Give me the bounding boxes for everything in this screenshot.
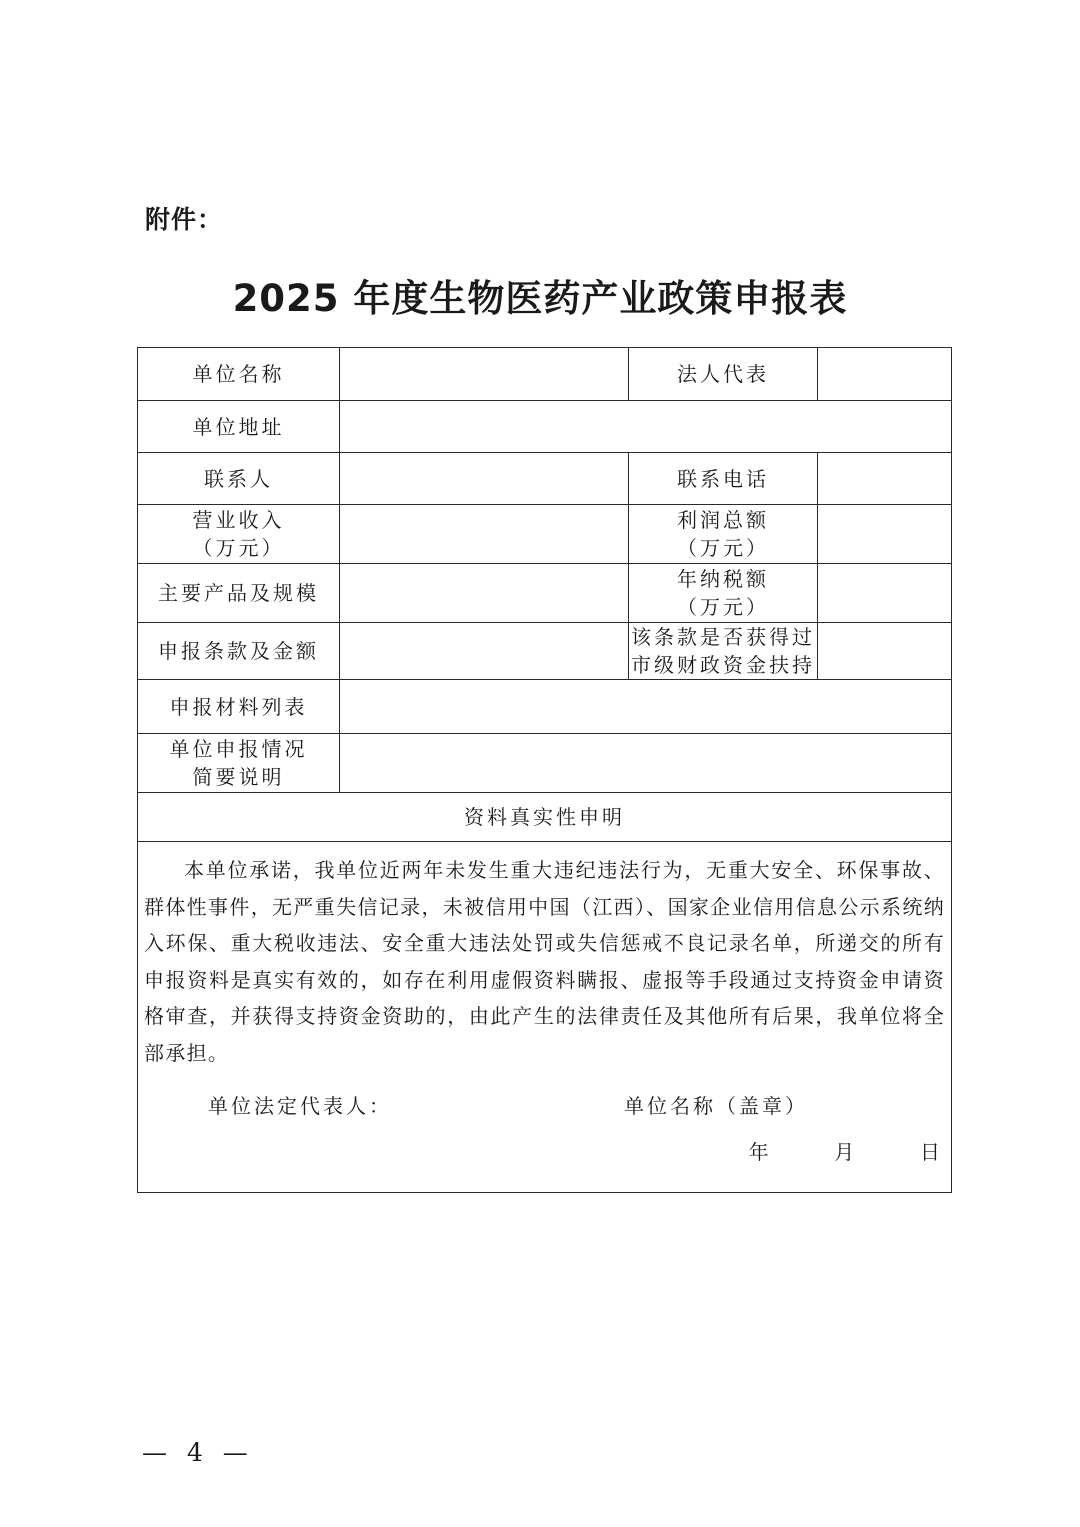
products-field[interactable] [340,564,629,623]
row-situation [138,734,952,793]
row-statement-heading [138,793,952,842]
row-revenue [138,505,952,564]
support-label [629,623,818,680]
clause-amount-field[interactable] [340,623,629,680]
unit-seal-label: 单位名称（盖章） [624,1094,808,1118]
row-unit-address [138,401,952,453]
legal-rep-field[interactable] [818,348,952,401]
row-unit-name [138,348,952,401]
row-products [138,564,952,623]
row-materials [138,680,952,734]
row-statement [138,842,952,1193]
contact-phone-label: 联系电话 [629,453,818,505]
unit-address-label: 单位地址 [138,401,340,453]
legal-rep-signature-label: 单位法定代表人： [208,1094,392,1118]
situation-label-line2: 简要说明 [192,765,285,789]
clause-amount-label: 申报条款及金额 [138,623,340,680]
revenue-label-line1: 营业收入 [192,508,285,532]
statement-cell [138,842,952,1193]
situation-field[interactable] [340,734,952,793]
tax-label-line2: （万元） [677,595,769,619]
materials-list-label: 申报材料列表 [138,680,340,734]
support-label-line1: 该条款是否获得过 [631,625,815,649]
contact-phone-field[interactable] [818,453,952,505]
profit-label [629,505,818,564]
materials-list-field[interactable] [340,680,952,734]
date-month-label: 月 [834,1140,858,1164]
support-label-line2: 市级财政资金扶持 [631,653,815,677]
legal-rep-label: 法人代表 [629,348,818,401]
application-form-table [137,347,952,1193]
contact-field[interactable] [340,453,629,505]
statement-text: 本单位承诺，我单位近两年未发生重大违纪违法行为，无重大安全、环保事故、群体性事件，无严重失信记录，未被信用中国（江西）、国家企业信用信息公示系统纳入环保、重大税收违法、安全重大违法处罚或失信惩戒不良记录名单，所递交的所有申报资料是真实有效的，如存在利用虚假资料瞒报、虚报等手段通过支持资金申请资格审查，并获得支持资金资助的，由此产生的法律责任及其他所有后果，我单位将全部承担。 [144,858,945,1065]
situation-label [138,734,340,793]
unit-name-label: 单位名称 [138,348,340,401]
page-number: — 4 — [142,1438,254,1467]
row-clause [138,623,952,680]
unit-address-field[interactable] [340,401,952,453]
tax-label [629,564,818,623]
row-contact [138,453,952,505]
tax-field[interactable] [818,564,952,623]
contact-label: 联系人 [138,453,340,505]
date-day-label: 日 [920,1140,943,1164]
revenue-field[interactable] [340,505,629,564]
situation-label-line1: 单位申报情况 [169,737,308,761]
profit-label-line1: 利润总额 [677,508,769,532]
page-title: 2025 年度生物医药产业政策申报表 [232,277,848,320]
unit-name-field[interactable] [340,348,629,401]
signature-area [138,1048,951,1164]
support-field[interactable] [818,623,952,680]
revenue-label-line2: （万元） [192,536,285,560]
profit-field[interactable] [818,505,952,564]
profit-label-line2: （万元） [677,536,769,560]
statement-heading: 资料真实性申明 [138,793,952,842]
date-year-label: 年 [748,1140,772,1164]
tax-label-line1: 年纳税额 [677,567,769,591]
products-label: 主要产品及规模 [138,564,340,623]
date-line [749,1138,943,1166]
attachment-label: 附件： [145,205,224,234]
revenue-label [138,505,340,564]
